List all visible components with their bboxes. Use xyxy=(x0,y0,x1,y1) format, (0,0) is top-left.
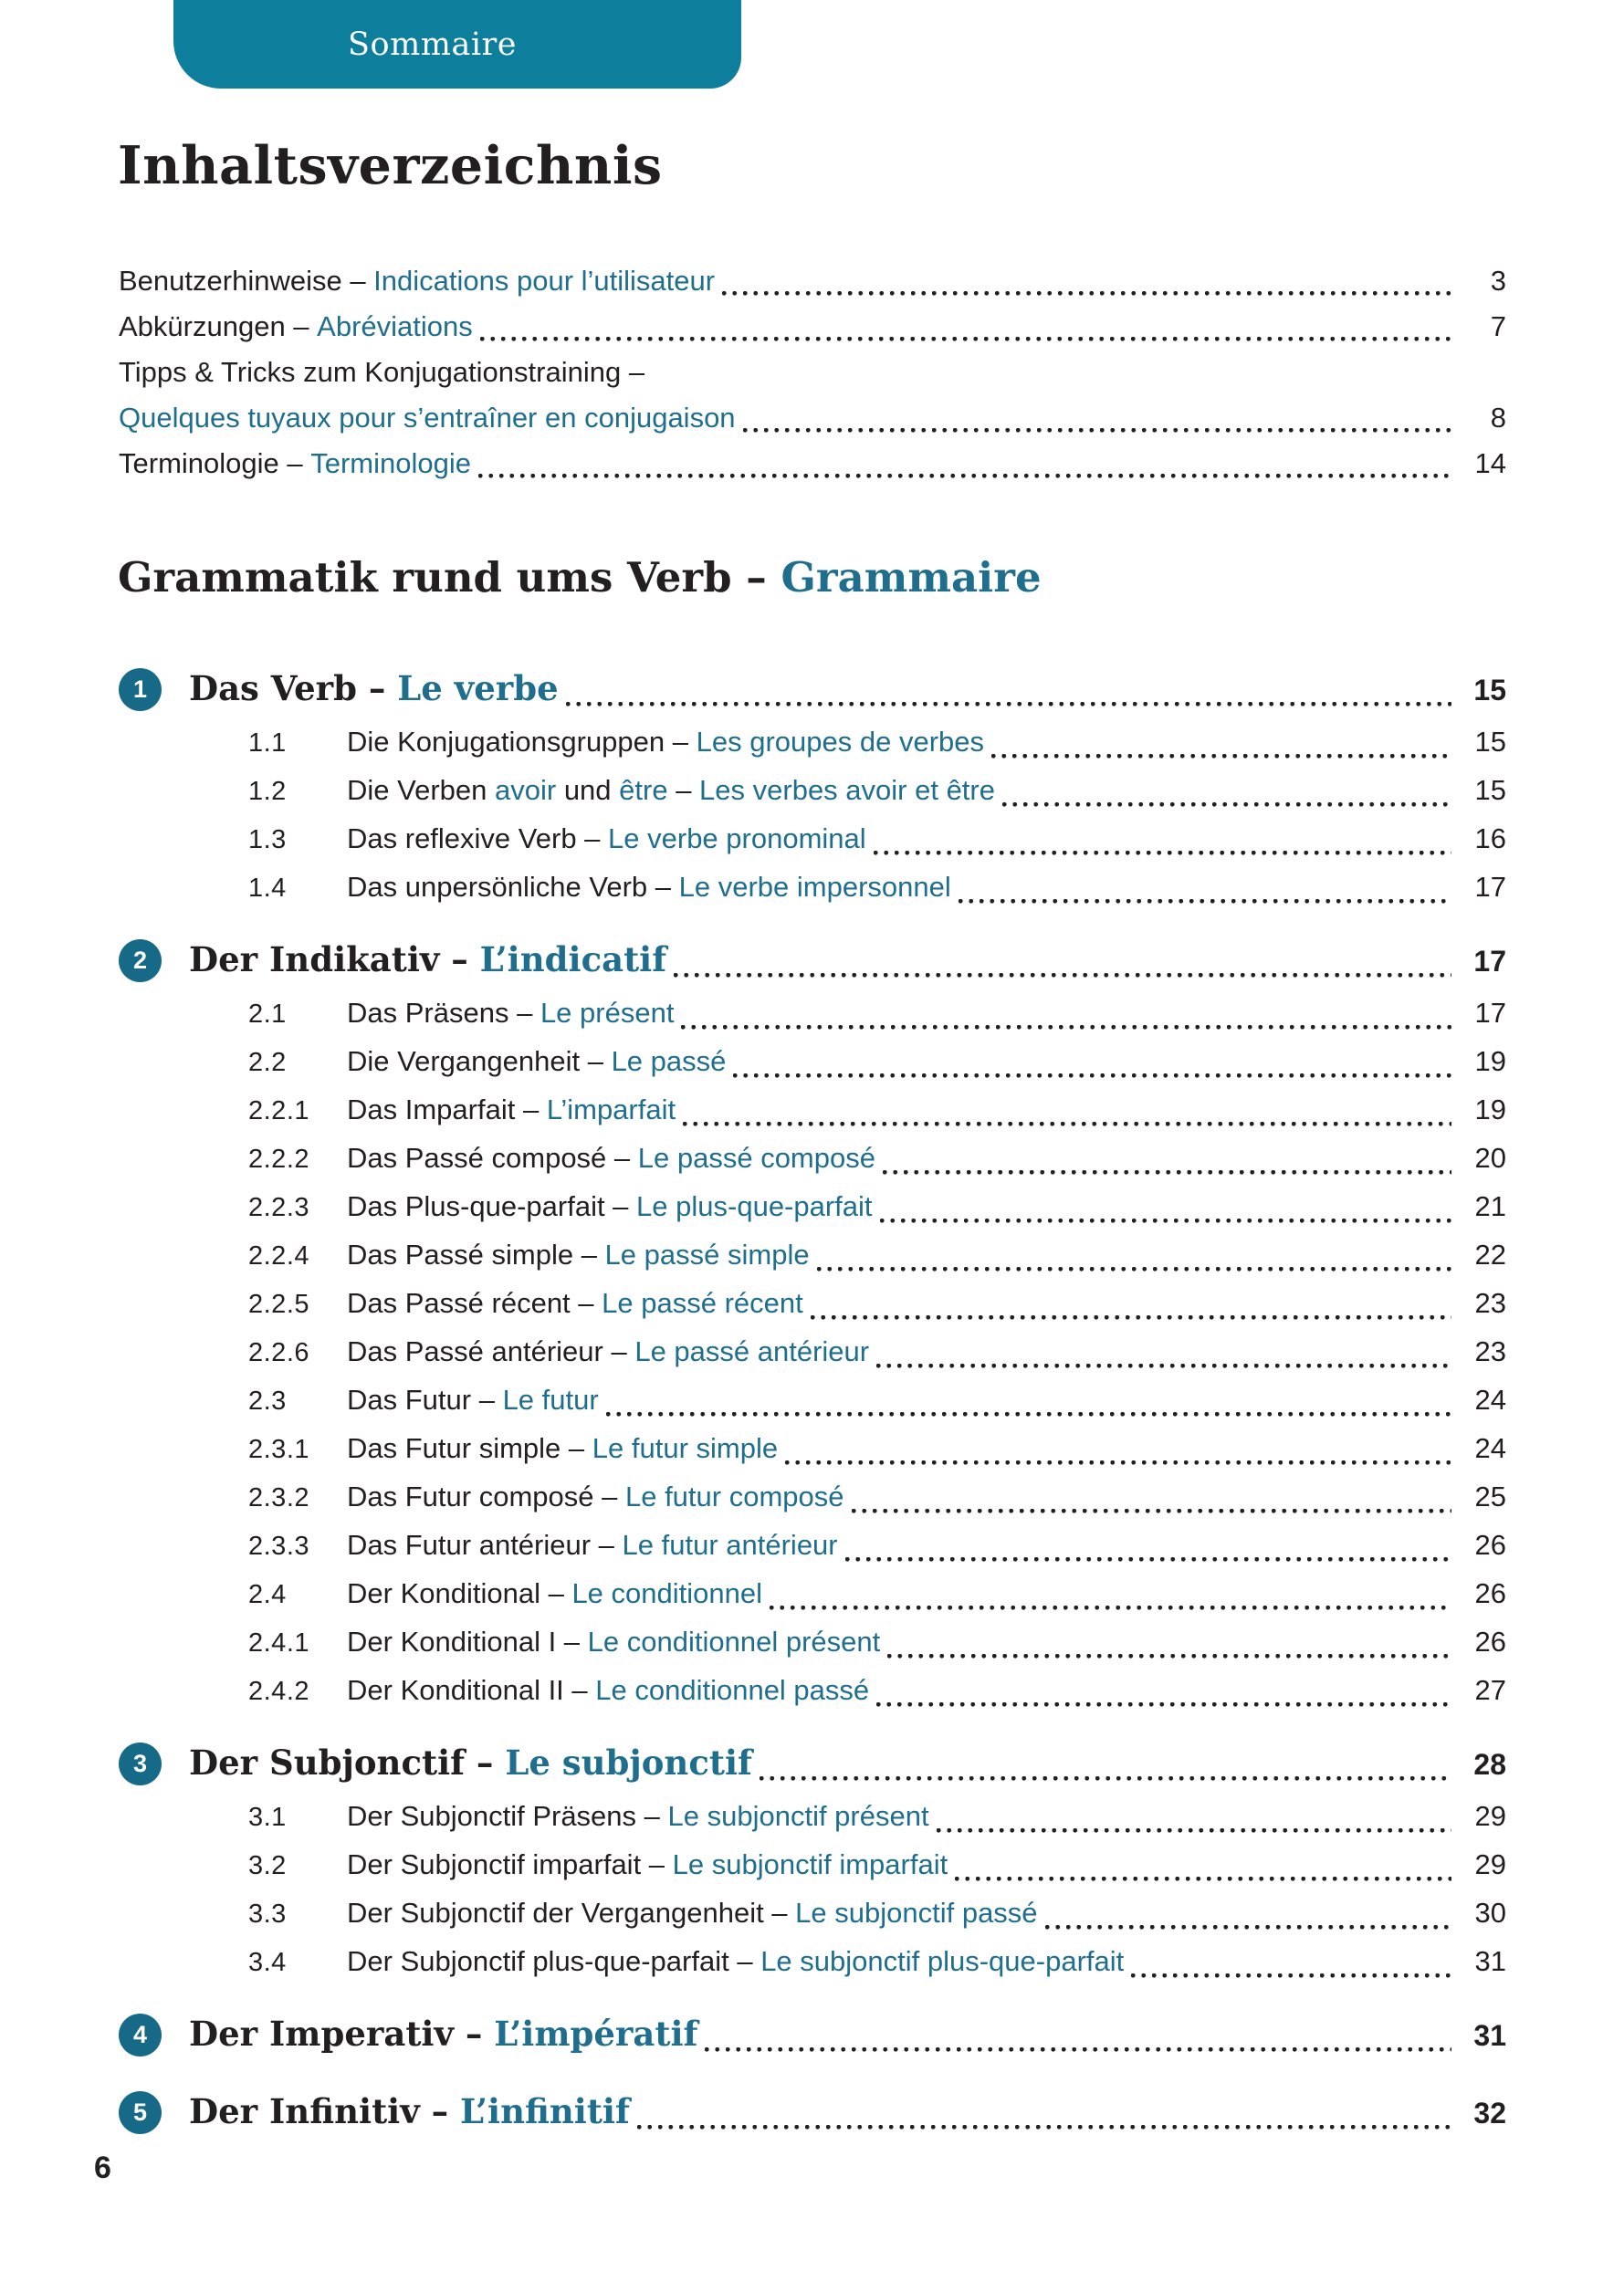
toc-entry-text: Abréviations xyxy=(317,310,473,342)
dot-leader xyxy=(606,1412,1451,1417)
dot-leader xyxy=(743,428,1451,433)
item-number: 1.4 xyxy=(248,874,287,903)
item-number: 2.2.5 xyxy=(248,1290,309,1319)
chapter-number-badge: 3 xyxy=(119,1742,162,1785)
toc-entry-text: Das Futur – xyxy=(347,1384,503,1416)
toc-entry-text: Le futur composé xyxy=(624,1481,844,1512)
toc-entry-text: Der Konditional – xyxy=(347,1577,572,1609)
dot-leader xyxy=(845,1557,1451,1562)
toc-row xyxy=(119,1376,1506,1425)
toc-entry-text: Le subjonctif présent xyxy=(667,1800,929,1832)
item-number: 2.4.2 xyxy=(248,1677,309,1706)
dot-leader xyxy=(681,1025,1451,1030)
page-number: 30 xyxy=(1474,1897,1506,1929)
page-number: 24 xyxy=(1474,1432,1506,1464)
item-number: 2.3.3 xyxy=(248,1532,309,1561)
dot-leader xyxy=(955,1877,1451,1881)
toc-entry-text: L’indicatif xyxy=(479,939,667,979)
page-number: 8 xyxy=(1490,402,1506,434)
item-number: 2.4 xyxy=(248,1580,287,1609)
item-number: 2.2.4 xyxy=(248,1241,309,1271)
toc-entry-text: Der Subjonctif – xyxy=(189,1742,506,1783)
toc-entry-text: Abkürzungen – xyxy=(119,310,318,342)
toc-entry-text: être xyxy=(619,774,668,806)
toc-row xyxy=(119,1280,1506,1328)
dot-leader xyxy=(1131,1973,1451,1978)
toc-entry-text: Der Konditional I – xyxy=(347,1626,588,1658)
toc-entry-text: Das Präsens – xyxy=(347,997,540,1029)
page-number: 23 xyxy=(1474,1287,1506,1319)
page-number: 21 xyxy=(1474,1190,1506,1222)
toc-entry-text: Le verbe xyxy=(397,668,559,708)
toc-entry-text: Grammatik rund ums Verb – xyxy=(118,553,781,602)
chapter-title-row xyxy=(119,2005,1506,2064)
chapter-number-badge: 1 xyxy=(119,668,162,711)
page-number: 19 xyxy=(1474,1094,1506,1125)
chapter-number-badge: 4 xyxy=(119,2014,162,2056)
item-number: 2.2.6 xyxy=(248,1338,309,1367)
toc-entry-text: Das unpersönliche Verb – xyxy=(347,871,679,903)
dot-leader xyxy=(852,1509,1452,1513)
toc-entry-text: L’imparfait xyxy=(546,1094,676,1125)
toc-row xyxy=(119,350,1506,395)
toc-row xyxy=(119,1667,1506,1715)
page-number: 24 xyxy=(1474,1384,1506,1416)
item-number: 1.3 xyxy=(248,825,287,854)
chapter-block xyxy=(119,931,1506,1715)
page-number: 3 xyxy=(1490,265,1506,297)
dot-leader xyxy=(880,1219,1451,1223)
toc-row xyxy=(119,1522,1506,1570)
dot-leader xyxy=(883,1170,1451,1175)
toc-entry-text: Benutzerhinweise – xyxy=(119,265,374,297)
toc-entry-text: Das Futur composé – xyxy=(347,1481,625,1512)
toc-entry-text: Le conditionnel xyxy=(571,1577,762,1609)
toc-entry-text: L’infinitif xyxy=(459,2091,630,2131)
page-number: 28 xyxy=(1473,1748,1506,1781)
toc-entry-text: Die Vergangenheit – xyxy=(347,1045,612,1077)
toc-entry-text: Der Subjonctif plus-que-parfait – xyxy=(347,1945,761,1977)
footer-page-number: 6 xyxy=(94,2151,111,2185)
dot-leader xyxy=(760,1776,1451,1781)
toc-front-list xyxy=(119,258,1506,487)
toc-row xyxy=(119,767,1506,815)
page-number: 26 xyxy=(1474,1529,1506,1561)
page-number: 26 xyxy=(1474,1626,1506,1658)
page-number: 29 xyxy=(1474,1800,1506,1832)
page-number: 15 xyxy=(1474,726,1506,758)
toc-entry-text: Das Imparfait – xyxy=(347,1094,547,1125)
toc-row xyxy=(119,1841,1506,1889)
toc-entry-text: Terminologie xyxy=(310,447,471,479)
toc-entry-text: Le verbe impersonnel xyxy=(678,871,951,903)
toc-row xyxy=(119,718,1506,767)
page-number: 19 xyxy=(1474,1045,1506,1077)
chapter-title-row xyxy=(119,2083,1506,2141)
toc-entry-text: Le plus-que-parfait xyxy=(636,1190,873,1222)
sommaire-tab xyxy=(173,0,741,89)
toc-entry-text: Les groupes de verbes xyxy=(696,726,984,758)
dot-leader xyxy=(674,973,1451,978)
page-number: 16 xyxy=(1474,822,1506,854)
toc-entry-text: Le subjonctif xyxy=(505,1742,752,1783)
dot-leader xyxy=(874,851,1451,855)
toc-entry-text: – xyxy=(667,774,700,806)
toc-entry-text: Le futur antérieur xyxy=(622,1529,838,1561)
toc-entry-text: Le verbe pronominal xyxy=(608,822,866,854)
toc-entry-text: L’impératif xyxy=(494,2014,698,2054)
page-number: 7 xyxy=(1490,310,1506,342)
toc-row xyxy=(119,989,1506,1038)
toc-entry-text: Indications pour l’utilisateur xyxy=(373,265,716,297)
dot-leader xyxy=(566,702,1451,706)
toc-entry-text: Der Subjonctif der Vergangenheit – xyxy=(347,1897,796,1929)
toc-entry-text: Das Passé simple – xyxy=(347,1239,605,1271)
dot-leader xyxy=(705,2047,1451,2052)
toc-row xyxy=(119,1618,1506,1667)
toc-row xyxy=(119,1328,1506,1376)
dot-leader xyxy=(722,291,1451,296)
dot-leader xyxy=(876,1702,1451,1707)
toc-entry-text: Le passé composé xyxy=(637,1142,875,1174)
page-number: 26 xyxy=(1474,1577,1506,1609)
toc-entry-text: und xyxy=(556,774,620,806)
item-number: 2.4.1 xyxy=(248,1628,309,1658)
toc-entry-text: Les verbes avoir et être xyxy=(699,774,995,806)
toc-entry-text: Le futur xyxy=(502,1384,599,1416)
toc-entry-text: Le passé antérieur xyxy=(634,1335,870,1367)
toc-row xyxy=(119,1425,1506,1473)
chapter-block xyxy=(119,2005,1506,2064)
item-number: 3.4 xyxy=(248,1948,287,1977)
toc-row xyxy=(119,863,1506,912)
item-number: 2.3.2 xyxy=(248,1483,309,1512)
toc-chapter-list xyxy=(119,660,1506,2161)
toc-row xyxy=(119,1570,1506,1618)
page-number: 17 xyxy=(1473,945,1506,978)
toc-entry-text: Le passé récent xyxy=(602,1287,803,1319)
toc-entry-text: Der Konditional II – xyxy=(347,1674,596,1706)
toc-row xyxy=(119,1938,1506,1986)
dot-leader xyxy=(637,2125,1451,2130)
toc-row xyxy=(119,395,1506,441)
toc-entry-text: Der Indikativ – xyxy=(189,939,480,979)
toc-entry-text: Das Passé récent – xyxy=(347,1287,602,1319)
page-title: Inhaltsverzeichnis xyxy=(118,135,663,196)
page-number: 22 xyxy=(1474,1239,1506,1271)
page-number: 20 xyxy=(1474,1142,1506,1174)
dot-leader xyxy=(991,754,1451,759)
dot-leader xyxy=(959,899,1451,904)
item-number: 2.2.2 xyxy=(248,1145,309,1174)
toc-entry-text: Le subjonctif passé xyxy=(795,1897,1038,1929)
toc-entry-text: Le passé xyxy=(611,1045,727,1077)
toc-entry-text: Das Futur antérieur – xyxy=(347,1529,623,1561)
toc-entry-text: Der Subjonctif Präsens – xyxy=(347,1800,668,1832)
toc-entry-text: Le passé simple xyxy=(604,1239,810,1271)
item-number: 1.2 xyxy=(248,777,287,806)
toc-entry-text: Le subjonctif imparfait xyxy=(672,1848,948,1880)
chapter-block xyxy=(119,660,1506,912)
toc-row xyxy=(119,1086,1506,1135)
toc-entry-text: Le conditionnel présent xyxy=(587,1626,881,1658)
toc-entry-text: Das Plus-que-parfait – xyxy=(347,1190,637,1222)
page-number: 31 xyxy=(1473,2019,1506,2052)
toc-entry-text: Tipps & Tricks zum Konjugationstraining – xyxy=(119,356,645,388)
chapter-number-badge: 5 xyxy=(119,2091,162,2134)
chapter-title-row xyxy=(119,1734,1506,1793)
dot-leader xyxy=(887,1654,1451,1659)
toc-entry-text: Le présent xyxy=(540,997,675,1029)
toc-entry-text: Das Futur simple – xyxy=(347,1432,592,1464)
toc-entry-text: Le futur simple xyxy=(592,1432,779,1464)
chapter-block xyxy=(119,2083,1506,2141)
item-number: 2.2 xyxy=(248,1048,287,1077)
toc-entry-text: Das reflexive Verb – xyxy=(347,822,609,854)
toc-entry-text: Das Verb – xyxy=(189,668,398,708)
toc-row xyxy=(119,441,1506,487)
dot-leader xyxy=(733,1073,1451,1078)
toc-entry-text: Das Passé composé – xyxy=(347,1142,638,1174)
toc-entry-text: Die Konjugationsgruppen – xyxy=(347,726,697,758)
page-number: 17 xyxy=(1474,997,1506,1029)
page-number: 32 xyxy=(1473,2097,1506,2130)
toc-entry-text: Le subjonctif plus-que-parfait xyxy=(760,1945,1125,1977)
dot-leader xyxy=(480,337,1451,341)
page-number: 31 xyxy=(1474,1945,1506,1977)
item-number: 1.1 xyxy=(248,728,287,758)
dot-leader xyxy=(811,1315,1451,1320)
page-number: 23 xyxy=(1474,1335,1506,1367)
page-number: 14 xyxy=(1474,447,1506,479)
item-number: 2.3.1 xyxy=(248,1435,309,1464)
toc-entry-text: Quelques tuyaux pour s’entraîner en conjugaison xyxy=(119,402,736,434)
tab-label: Sommaire xyxy=(348,26,517,63)
toc-entry-text: Die Verben xyxy=(347,774,495,806)
chapter-number-badge: 2 xyxy=(119,939,162,982)
item-number: 2.3 xyxy=(248,1387,287,1416)
dot-leader xyxy=(1045,1925,1451,1930)
toc-row xyxy=(119,815,1506,863)
dot-leader xyxy=(817,1267,1451,1272)
toc-entry-text: Der Infinitiv – xyxy=(189,2091,460,2131)
page-number: 29 xyxy=(1474,1848,1506,1880)
toc-entry-text: Das Passé antérieur – xyxy=(347,1335,635,1367)
toc-row xyxy=(119,1135,1506,1183)
toc-row xyxy=(119,1038,1506,1086)
toc-entry-text: Der Imperativ – xyxy=(189,2014,495,2054)
item-number: 2.2.3 xyxy=(248,1193,309,1222)
item-number: 2.2.1 xyxy=(248,1096,309,1125)
page-number: 27 xyxy=(1474,1674,1506,1706)
toc-row xyxy=(119,1473,1506,1522)
toc-entry-text: Der Subjonctif imparfait – xyxy=(347,1848,673,1880)
item-number: 3.1 xyxy=(248,1803,287,1832)
dot-leader xyxy=(478,474,1451,478)
item-number: 2.1 xyxy=(248,999,287,1029)
chapter-block xyxy=(119,1734,1506,1986)
toc-row xyxy=(119,1231,1506,1280)
dot-leader xyxy=(770,1606,1451,1610)
dot-leader xyxy=(683,1122,1451,1126)
dot-leader xyxy=(937,1828,1451,1833)
section-heading xyxy=(118,553,1042,602)
item-number: 3.2 xyxy=(248,1851,287,1880)
item-number: 3.3 xyxy=(248,1899,287,1929)
toc-entry-text: Terminologie – xyxy=(119,447,311,479)
toc-entry-text: Grammaire xyxy=(781,553,1042,602)
toc-row xyxy=(119,1889,1506,1938)
dot-leader xyxy=(1002,802,1451,807)
dot-leader xyxy=(785,1460,1451,1465)
toc-row xyxy=(119,258,1506,304)
chapter-title-row xyxy=(119,931,1506,989)
toc-row xyxy=(119,1793,1506,1841)
toc-entry-text: avoir xyxy=(495,774,557,806)
toc-row xyxy=(119,304,1506,350)
toc-entry-text: Le conditionnel passé xyxy=(595,1674,870,1706)
chapter-title-row xyxy=(119,660,1506,718)
page-number: 15 xyxy=(1473,674,1506,706)
page-number: 25 xyxy=(1474,1481,1506,1512)
page-number: 17 xyxy=(1474,871,1506,903)
page-number: 15 xyxy=(1474,774,1506,806)
toc-row xyxy=(119,1183,1506,1231)
dot-leader xyxy=(876,1364,1451,1368)
